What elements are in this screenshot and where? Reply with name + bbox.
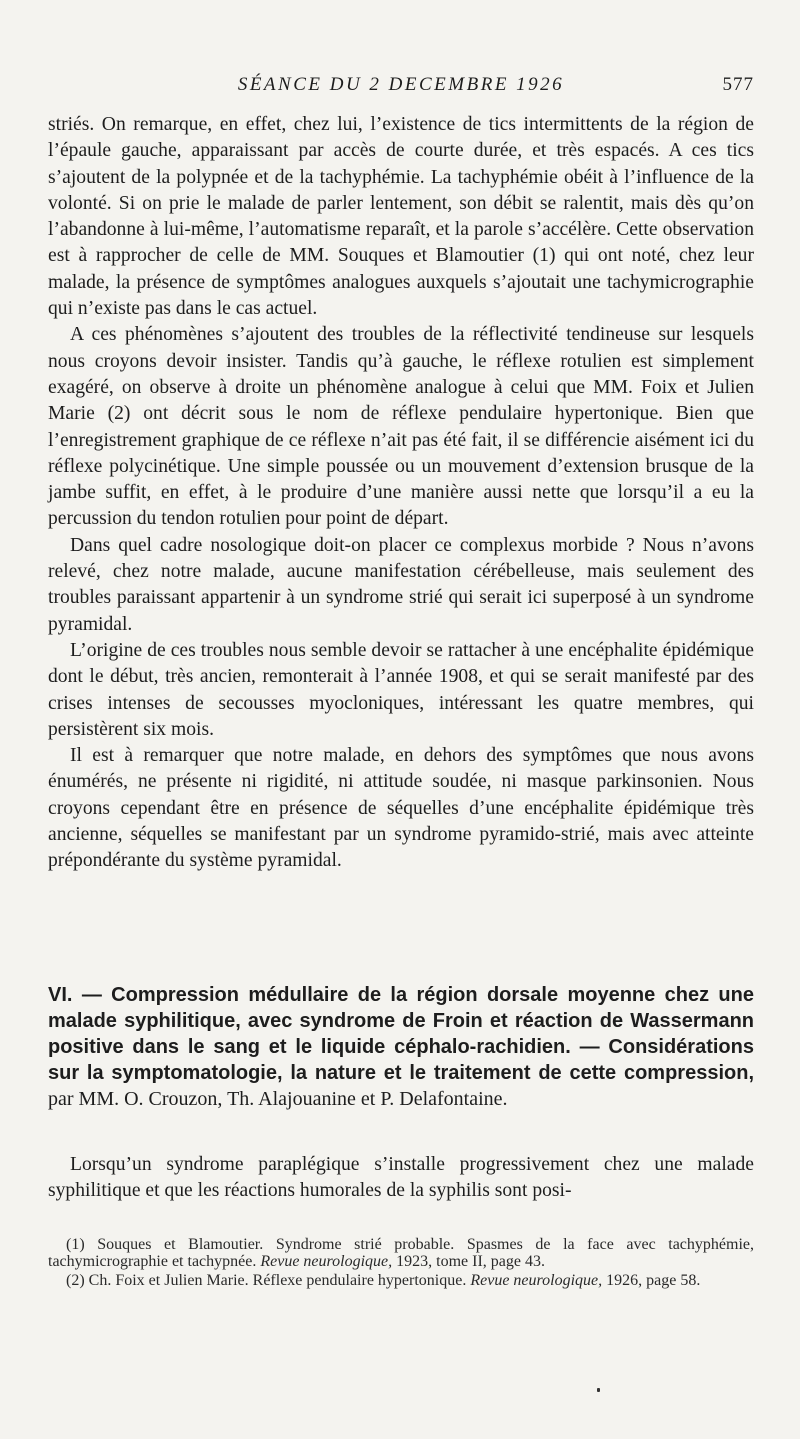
section-title-text: VI. — Compression médullaire de la région dorsale moyenne chez une malade syphilitique, avec syndrome de Froin et réaction de Wassermann positive dans le sang et le liquide céphalo-rachidien. — Considérations sur la symptomatologie, la nature et le traitement de cette compression, [48,984,754,1084]
footnote-journal: Revue neurologique, [260,1253,393,1270]
running-header [48,74,754,100]
footnote-text: (2) Ch. Foix et Julien Marie. Réflexe pendulaire hypertonique. [66,1272,467,1289]
footnote-1 [48,1236,754,1270]
paragraph: A ces phénomènes s’ajoutent des troubles de la réflectivité tendineuse sur lesquels nous croyons devoir insister. Tandis qu’à gauche, le réflexe rotulien est simplement exagéré, on observe à droite un phénomène analogue à celui que MM. Foix et Julien Marie (2) ont décrit sous le nom de réflexe pendulaire hypertonique. Bien que l’enregistrement graphique de ce réflexe n’ait pas été fait, il se différencie aisément ici du réflexe polycinétique. Une simple poussée ou un mouvement d’extension brusque de la jambe suffit, en effet, à le produire d’une manière aussi nette que lorsqu’il a eu la percussion du tendon rotulien pour point de départ. [48,324,754,530]
print-speck [597,1388,600,1392]
footnote-text: (1) Souques et Blamoutier. Syndrome strié probable. Spasmes de la face avec tachyphémie, tachymicrographie et tachypnée. [48,1236,754,1270]
footnote-journal: Revue neurologique, [470,1272,603,1289]
paragraph: L’origine de ces troubles nous semble devoir se rattacher à une encéphalite épidémique dont le début, très ancien, remonterait à l’année 1908, et qui se serait manifesté par des crises intenses de secousses myocloniques, intéressant les quatre membres, qui persistèrent six mois. [48,639,754,740]
section-heading [48,982,754,1112]
section-byline: par MM. O. Crouzon, Th. Alajouanine et P. Delafontaine. [48,1088,508,1110]
section-body [48,1152,754,1205]
running-title: SÉANCE DU 2 DECEMBRE 1926 [237,74,565,95]
footnotes [48,1236,754,1291]
paragraph: Lorsqu’un syndrome paraplégique s’installe progressivement chez une malade syphilitique et que les réactions humorales de la syphilis sont posi- [48,1154,754,1202]
paragraph: Dans quel cadre nosologique doit-on placer ce complexus morbide ? Nous n’avons relevé, chez notre malade, aucune manifestation cérébelleuse, mais seulement des troubles paraissant appartenir à un syndrome strié qui serait ici superposé à un syndrome pyramidal. [48,534,754,635]
footnote-tail: 1923, tome II, page 43. [396,1253,546,1270]
footnote-2 [48,1272,754,1289]
body-text [48,112,754,875]
paragraph: striés. On remarque, en effet, chez lui, l’existence de tics intermittents de la région de l’épaule gauche, apparaissant par accès de courte durée, et très espacés. A ces tics s’ajoutent de la polypnée et de la tachyphémie. La tachyphémie obéit à l’influence de la volonté. Si on prie le malade de parler lentement, son débit se ralentit, mais dès qu’on l’abandonne à lui-même, l’automatisme reparaît, et la parole s’accélère. Cette observation est à rapprocher de celle de MM. Souques et Blamoutier (1) qui ont noté, chez leur malade, la présence de symptômes analogues auxquels s’ajoutait une tachymicrographie qui n’existe pas dans le cas actuel. [48,114,754,320]
footnote-tail: 1926, page 58. [606,1272,701,1289]
paragraph: Il est à remarquer que notre malade, en dehors des symptômes que nous avons énumérés, ne présente ni rigidité, ni attitude soudée, ni masque parkinsonien. Nous croyons cependant être en présence de séquelles d’une encéphalite épidémique très ancienne, séquelles se manifestant par un syndrome pyramido-strié, mais avec atteinte prépondérante du système pyramidal. [48,745,754,872]
page-number: 577 [722,74,754,95]
